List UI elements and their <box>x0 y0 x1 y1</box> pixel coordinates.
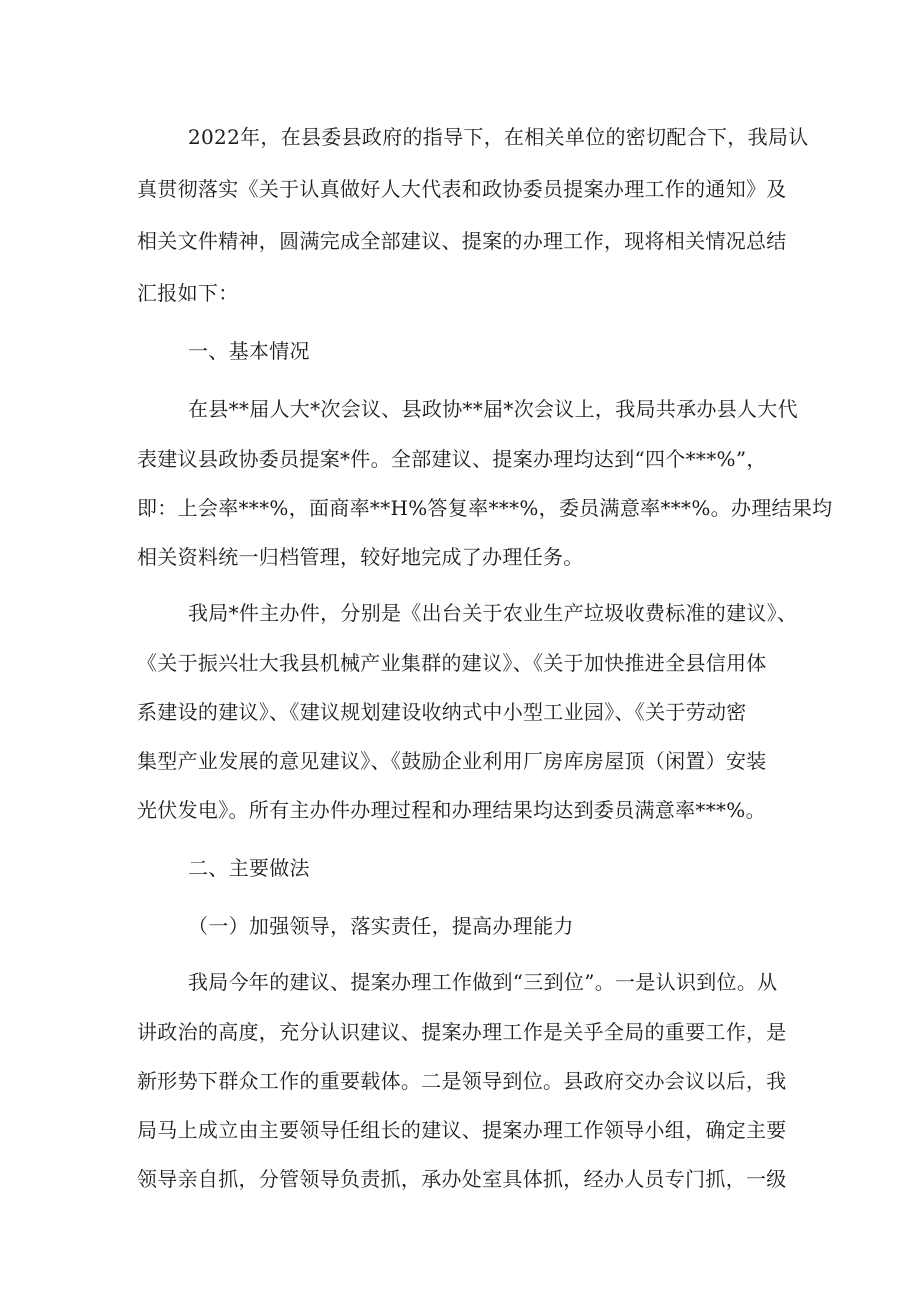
section2-subheading: （一）加强领导，落实责任，提高办理能力 <box>188 914 574 938</box>
section2-para1-line-4: 局马上成立由主要领导任组长的建议、提案办理工作领导小组，确定主要 <box>137 1118 787 1142</box>
section1-para1-line-1: 在县**届人大*次会议、县政协**届*次会议上，我局共承办县人大代 <box>188 397 798 421</box>
section2-para1-line-1: 我局今年的建议、提案办理工作做到“三到位”。一是认识到位。从 <box>188 970 778 994</box>
section1-para1-line-2: 表建议县政协委员提案*件。全部建议、提案办理均达到“四个***%”， <box>137 447 767 471</box>
section1-heading: 一、基本情况 <box>188 339 310 363</box>
section2-para1-line-3: 新形势下群众工作的重要载体。二是领导到位。县政府交办会议以后，我 <box>137 1069 787 1093</box>
section1-para1-line-3: 即：上会率***%，面商率**H%答复率***%，委员满意率***%。办理结果均 <box>137 496 833 520</box>
section1-para2-line-3: 系建设的建议》、《建议规划建设收纳式中小型工业园》、《关于劳动密 <box>137 700 747 724</box>
intro-line-4: 汇报如下： <box>137 281 239 305</box>
section2-para1-line-2: 讲政治的高度，充分认识建议、提案办理工作是关乎全局的重要工作，是 <box>137 1020 787 1044</box>
section1-para1-line-4: 相关资料统一归档管理，较好地完成了办理任务。 <box>137 545 584 569</box>
section1-para2-line-2: 《关于振兴壮大我县机械产业集群的建议》、《关于加快推进全县信用体 <box>137 651 767 675</box>
intro-line-3: 相关文件精神，圆满完成全部建议、提案的办理工作，现将相关情况总结 <box>137 229 787 253</box>
section1-para2-line-5: 光伏发电》。所有主办件办理过程和办理结果均达到委员满意率***%。 <box>137 798 766 822</box>
section1-para2-line-4: 集型产业发展的意见建议》、《鼓励企业利用厂房库房屋顶（闲置）安装 <box>137 749 767 773</box>
section1-para2-line-1: 我局*件主办件，分别是《出台关于农业生产垃圾收费标准的建议》、 <box>188 601 798 625</box>
section2-heading: 二、主要做法 <box>188 856 310 880</box>
section2-para1-line-5: 领导亲自抓，分管领导负责抓，承办处室具体抓，经办人员专门抓，一级 <box>137 1167 787 1191</box>
intro-line-2: 真贯彻落实《关于认真做好人大代表和政协委员提案办理工作的通知》及 <box>137 177 787 201</box>
intro-line-1: 2022年，在县委县政府的指导下，在相关单位的密切配合下，我局认 <box>188 125 809 149</box>
